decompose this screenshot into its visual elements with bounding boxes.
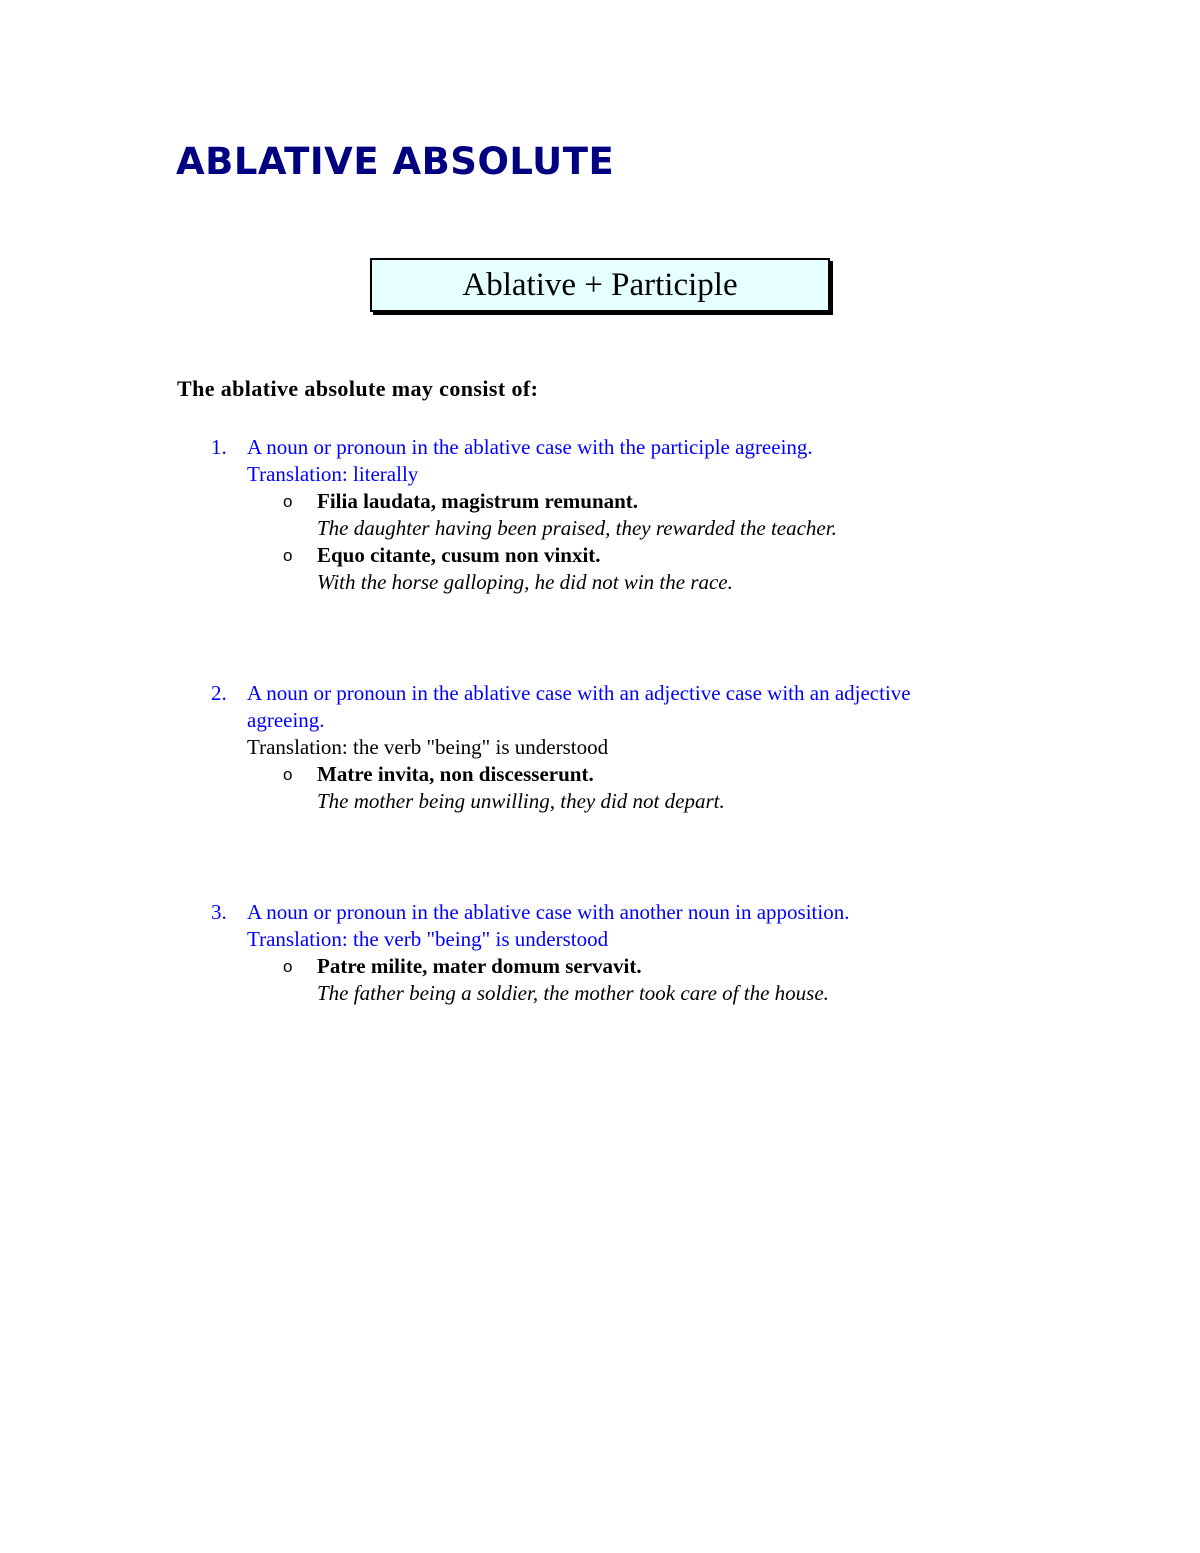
example-english: The father being a soldier, the mother took care of the house. (317, 981, 829, 1005)
example-latin: Patre milite, mater domum servavit. (317, 954, 642, 978)
bullet-icon: o (283, 957, 293, 976)
item-body (247, 680, 1027, 815)
bullet-icon: o (283, 546, 293, 565)
item-number: 2. (211, 681, 227, 705)
item-translation: Translation: the verb "being" is understood (247, 735, 609, 759)
formula-text: Ablative + Participle (462, 266, 738, 303)
item-number: 3. (211, 900, 227, 924)
page-title: ABLATIVE ABSOLUTE (176, 140, 615, 183)
item-description: A noun or pronoun in the ablative case with the participle agreeing. (247, 435, 813, 459)
example-english: The mother being unwilling, they did not depart. (317, 789, 725, 813)
item-number: 1. (211, 435, 227, 459)
intro-heading: The ablative absolute may consist of: (177, 376, 539, 401)
example-english: The daughter having been praised, they rewarded the teacher. (317, 516, 837, 540)
example-latin: Matre invita, non discesserunt. (317, 762, 594, 786)
item-description: A noun or pronoun in the ablative case with an adjective case with an adjective (247, 681, 911, 705)
example (283, 542, 1027, 596)
item-description-cont: agreeing. (247, 708, 325, 732)
item-body (247, 899, 1027, 1007)
item-translation: Translation: the verb "being" is understood (247, 927, 609, 951)
example (283, 953, 1027, 1007)
item-body (247, 434, 1027, 596)
example (283, 761, 1027, 815)
example (283, 488, 1027, 542)
example-english: With the horse galloping, he did not win the race. (317, 570, 733, 594)
formula-box (370, 258, 830, 312)
item-translation: Translation: literally (247, 462, 419, 486)
example-latin: Filia laudata, magistrum remunant. (317, 489, 639, 513)
bullet-icon: o (283, 492, 293, 511)
item-description: A noun or pronoun in the ablative case with another noun in apposition. (247, 900, 850, 924)
bullet-icon: o (283, 765, 293, 784)
example-latin: Equo citante, cusum non vinxit. (317, 543, 601, 567)
